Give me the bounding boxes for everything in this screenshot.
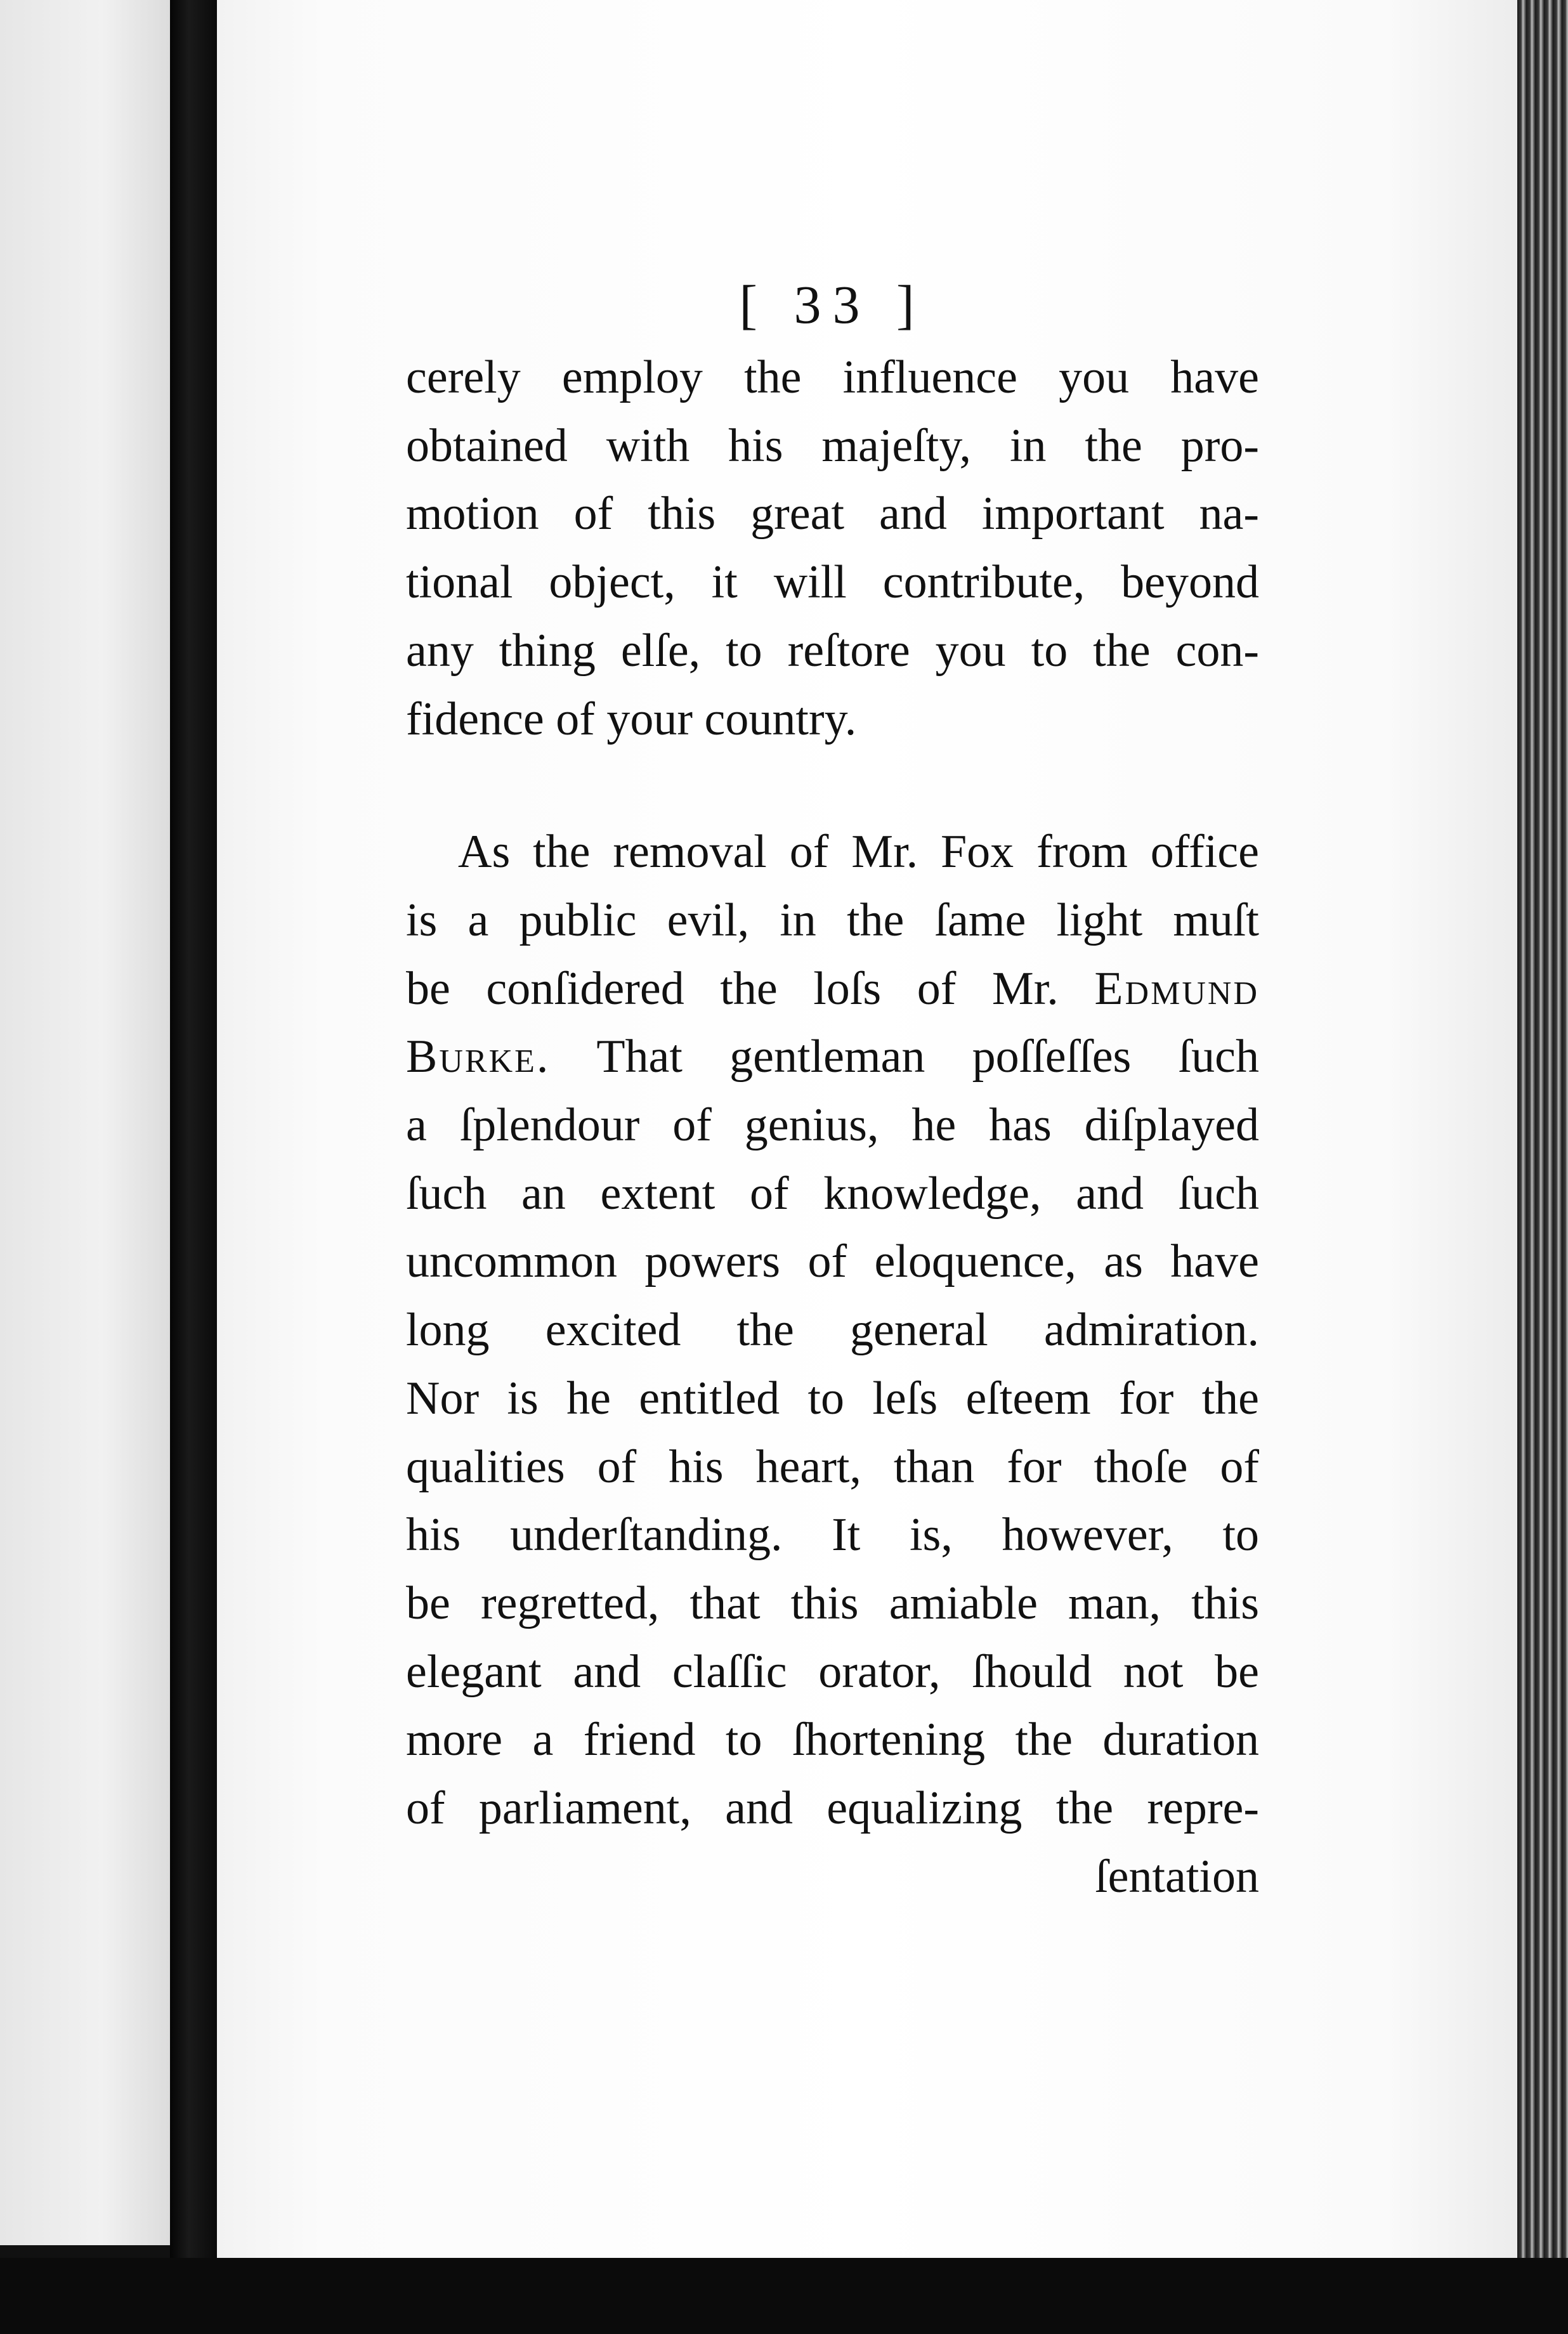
name-small-caps: Burke. bbox=[406, 1031, 551, 1083]
text-line: his underſtanding. It is, however, to bbox=[406, 1509, 1259, 1561]
text-line: long excited the general admiration. bbox=[406, 1304, 1259, 1357]
page-block-edge bbox=[1517, 0, 1568, 2258]
name-small-caps: Edmund bbox=[1094, 962, 1259, 1015]
text-segment: That gentleman poſſeſſes ſuch bbox=[596, 1031, 1259, 1083]
page-number: [ 33 ] bbox=[739, 274, 926, 335]
text-line: of parliament, and equalizing the repre- bbox=[406, 1782, 1259, 1835]
text-line: elegant and claſſic orator, ſhould not be bbox=[406, 1645, 1259, 1698]
text-line bbox=[406, 955, 1259, 1024]
text-line bbox=[406, 1023, 1259, 1092]
text-line: ſuch an extent of knowledge, and ſuch bbox=[406, 1167, 1259, 1220]
text-line: uncommon powers of eloquence, as have bbox=[406, 1235, 1259, 1288]
text-line: motion of this great and important na- bbox=[406, 488, 1259, 540]
paragraph-break bbox=[406, 753, 1259, 818]
text-line: a ſplendour of genius, he has diſplayed bbox=[406, 1099, 1259, 1152]
text-line: qualities of his heart, than for thoſe of bbox=[406, 1440, 1259, 1493]
text-line: tional object, it will contribute, beyond bbox=[406, 556, 1259, 609]
text-segment: be conſidered the loſs of Mr. bbox=[406, 962, 1059, 1015]
facing-page-edge bbox=[0, 0, 170, 2245]
text-line: As the removal of Mr. Fox from office bbox=[458, 826, 1259, 878]
text-line: cerely employ the influence you have bbox=[406, 351, 1259, 403]
text-line: is a public evil, in the ſame light muſt bbox=[406, 894, 1259, 946]
text-line: fidence of your country. bbox=[406, 693, 857, 745]
paragraph-2 bbox=[406, 818, 1259, 1843]
paragraph-1 bbox=[406, 344, 1259, 753]
scan-border bbox=[0, 2258, 1568, 2334]
text-line: obtained with his majeſty, in the pro- bbox=[406, 419, 1259, 472]
text-line: be regretted, that this amiable man, this bbox=[406, 1577, 1259, 1629]
page-text bbox=[406, 266, 1259, 1911]
text-line: more a friend to ſhortening the duration bbox=[406, 1714, 1259, 1766]
book-gutter bbox=[170, 0, 217, 2334]
catchword: ſentation bbox=[1095, 1850, 1259, 1903]
text-line: any thing elſe, to reſtore you to the con- bbox=[406, 624, 1259, 677]
text-line: Nor is he entitled to leſs eſteem for the bbox=[406, 1372, 1259, 1425]
